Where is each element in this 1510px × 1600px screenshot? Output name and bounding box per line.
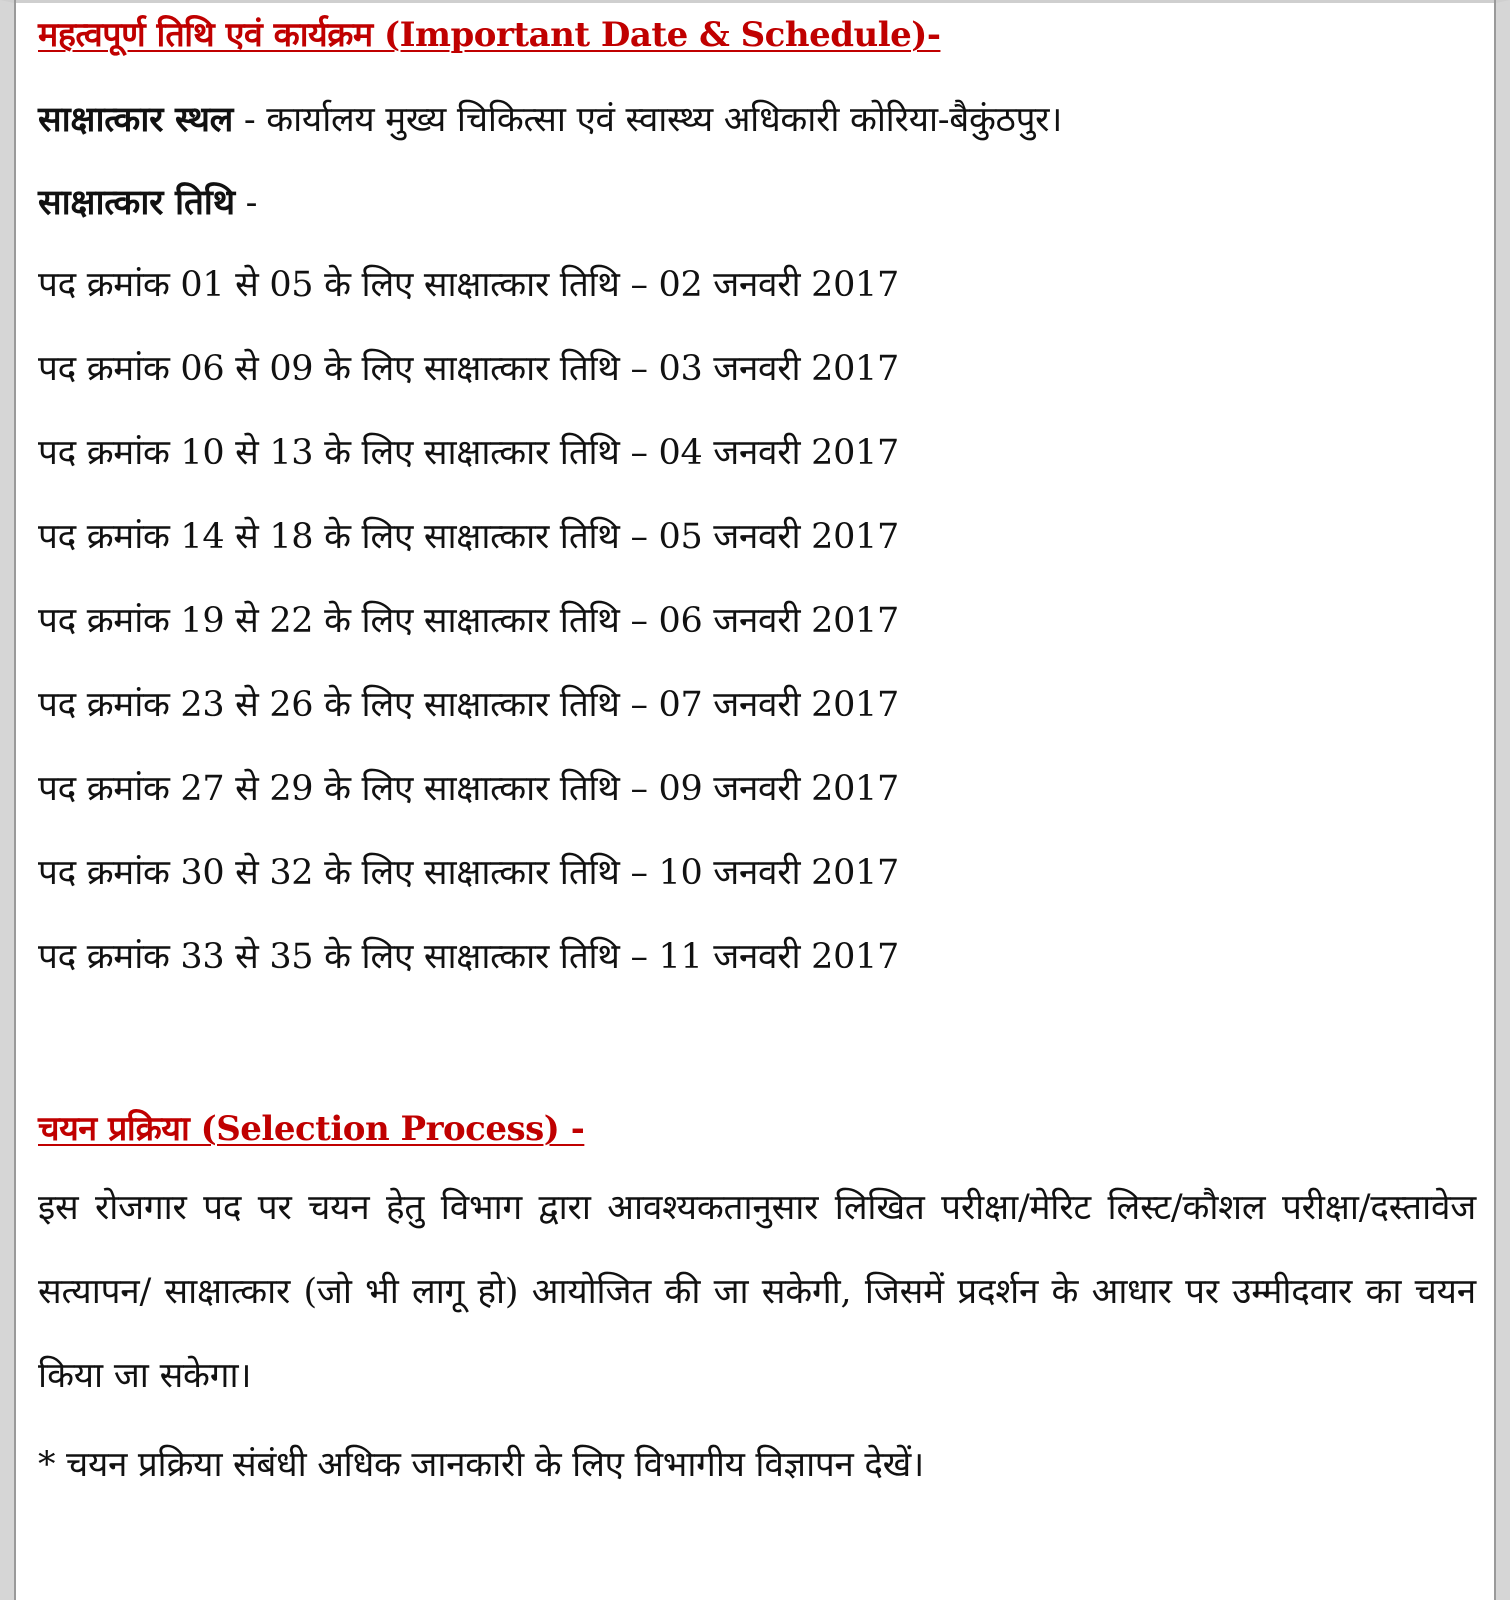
schedule-row: पद क्रमांक 10 से 13 के लिए साक्षात्कार तिथि – 04 जनवरी 2017 <box>38 433 899 473</box>
schedule-row: पद क्रमांक 30 से 32 के लिए साक्षात्कार तिथि – 10 जनवरी 2017 <box>38 853 899 893</box>
selection-paragraph: इस रोजगार पद पर चयन हेतु विभाग द्वारा आवश्यकतानुसार लिखित परीक्षा/मेरिट लिस्ट/कौशल परीक्षा/दस्तावेज सत्यापन/ साक्षात्कार (जो भी लागू हो) आयोजित की जा सकेगी, जिसमें प्रदर्शन के आधार पर उम्मीदवार का चयन किया जा सकेगा। <box>38 1188 1476 1396</box>
schedule-row: पद क्रमांक 14 से 18 के लिए साक्षात्कार तिथि – 05 जनवरी 2017 <box>38 517 899 557</box>
venue-line <box>38 95 1062 142</box>
selection-heading: चयन प्रक्रिया (Selection Process) - <box>38 1109 585 1149</box>
date-label-line <box>38 178 257 225</box>
venue-text: - कार्यालय मुख्य चिकित्सा एवं स्वास्थ्य अधिकारी कोरिया-बैकुंठपुर। <box>233 100 1063 140</box>
schedule-row: पद क्रमांक 06 से 09 के लिए साक्षात्कार तिथि – 03 जनवरी 2017 <box>38 349 899 389</box>
right-border-rule <box>1494 0 1496 1600</box>
selection-note: * चयन प्रक्रिया संबंधी अधिक जानकारी के लिए विभागीय विज्ञापन देखें। <box>38 1445 924 1485</box>
schedule-row: पद क्रमांक 01 से 05 के लिए साक्षात्कार तिथि – 02 जनवरी 2017 <box>38 265 899 305</box>
schedule-row: पद क्रमांक 23 से 26 के लिए साक्षात्कार तिथि – 07 जनवरी 2017 <box>38 685 899 725</box>
schedule-row: पद क्रमांक 19 से 22 के लिए साक्षात्कार तिथि – 06 जनवरी 2017 <box>38 601 899 641</box>
schedule-heading: महत्वपूर्ण तिथि एवं कार्यक्रम (Important Date & Schedule)- <box>38 15 941 55</box>
venue-label: साक्षात्कार स्थल <box>38 99 234 140</box>
date-label-suffix: - <box>234 183 258 223</box>
schedule-row: पद क्रमांक 27 से 29 के लिए साक्षात्कार तिथि – 09 जनवरी 2017 <box>38 769 899 809</box>
left-border-rule <box>14 0 16 1600</box>
date-label: साक्षात्कार तिथि <box>38 182 235 223</box>
schedule-row: पद क्रमांक 33 से 35 के लिए साक्षात्कार तिथि – 11 जनवरी 2017 <box>38 937 899 977</box>
